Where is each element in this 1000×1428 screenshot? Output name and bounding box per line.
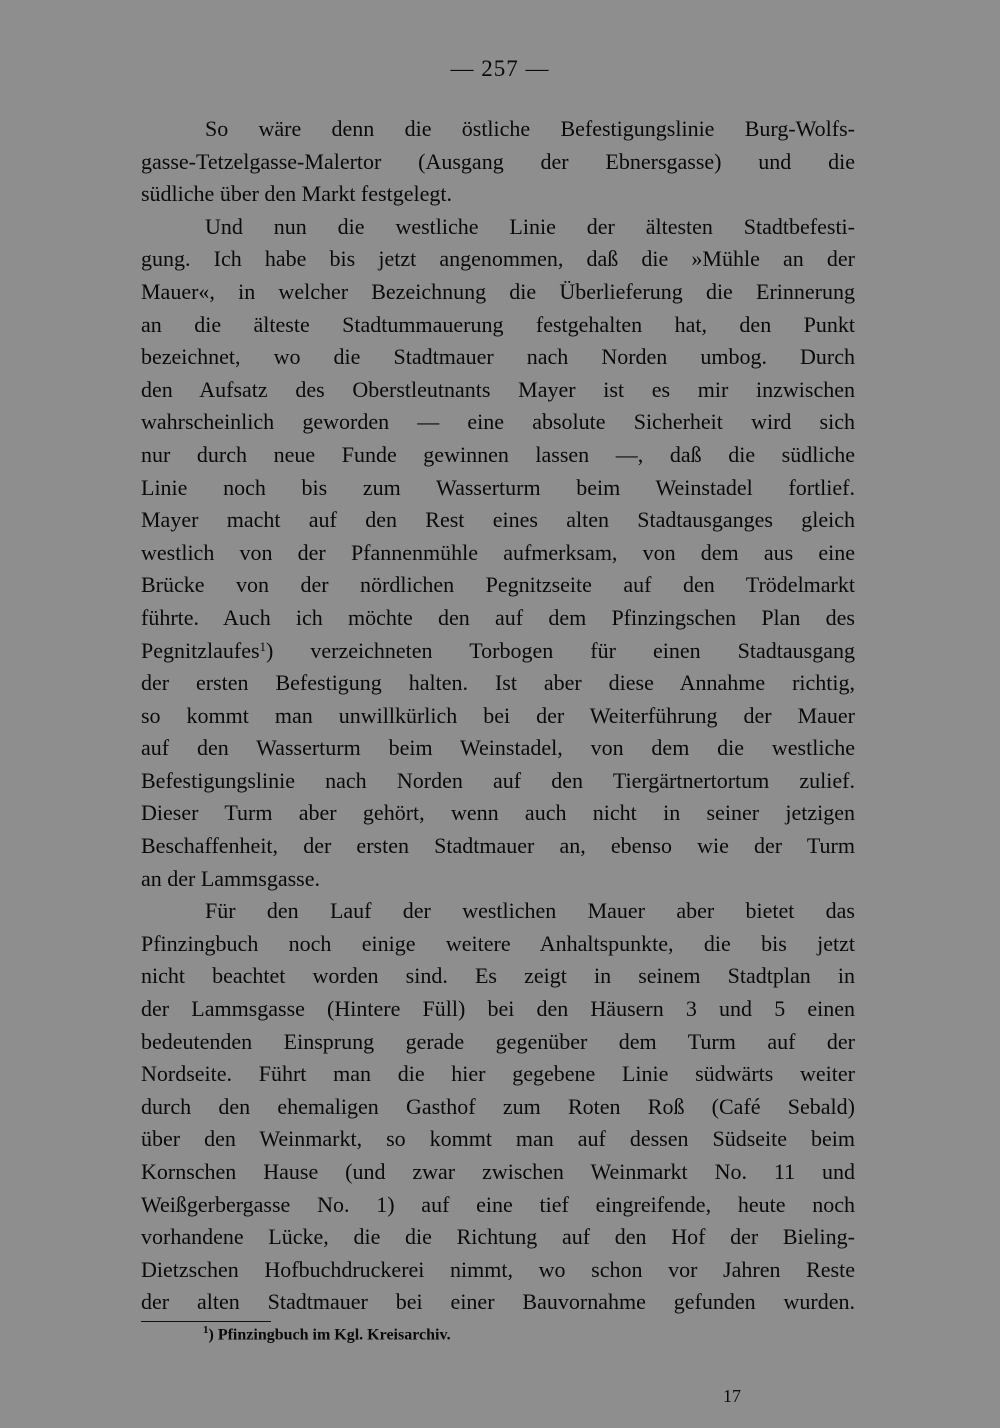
footnote [203, 1324, 451, 1344]
text-line: südliche über den Markt festgelegt. [141, 181, 452, 207]
text-line: gung. Ich habe bis jetzt angenommen, daß die »Mühle an der [141, 246, 855, 272]
text-line: bezeichnet, wo die Stadtmauer nach Norden umbog. Durch [141, 344, 855, 370]
text-line: nicht beachtet worden sind. Es zeigt in seinem Stadtplan in [141, 963, 855, 989]
text-line: Mayer macht auf den Rest eines alten Stadtausganges gleich [141, 507, 855, 533]
text-line: durch den ehemaligen Gasthof zum Roten Roß (Café Sebald) [141, 1093, 855, 1119]
text-line: bedeutenden Einsprung gerade gegenüber dem Turm auf der [141, 1028, 855, 1054]
text-line: nur durch neue Funde gewinnen lassen —, daß die südliche [141, 441, 855, 467]
footnote-text: ) Pfinzingbuch im Kgl. Kreisarchiv. [208, 1326, 451, 1344]
text-line: Beschaffenheit, der ersten Stadtmauer an, ebenso wie der Turm [141, 833, 855, 859]
body-text [141, 113, 855, 1319]
text-line: Kornschen Hause (und zwar zwischen Weinmarkt No. 11 und [141, 1159, 855, 1184]
text-line: So wäre denn die östliche Befestigungslinie Burg-Wolfs- [205, 116, 855, 141]
text-line: der ersten Befestigung halten. Ist aber diese Annahme richtig, [141, 670, 855, 696]
text-line: Dietzschen Hofbuchdruckerei nimmt, wo schon vor Jahren Reste [141, 1256, 855, 1282]
page-number: — 257 — [450, 56, 550, 81]
text-line: gasse-Tetzelgasse-Malertor (Ausgang der Ebnersgasse) und die [141, 148, 855, 174]
text-line: an die älteste Stadtummauerung festgehalten hat, den Punkt [141, 311, 855, 337]
footnote-divider [141, 1321, 271, 1322]
text-line: der Lammsgasse (Hintere Füll) bei den Häusern 3 und 5 einen [141, 996, 855, 1022]
text-line-part: ) verzeichneten Torbogen für einen Stadtausgang [266, 637, 855, 663]
text-line: so kommt man unwillkürlich bei der Weiterführung der Mauer [141, 702, 855, 728]
text-line: Brücke von der nördlichen Pegnitzseite auf den Trödelmarkt [141, 572, 855, 598]
text-line: Mauer«, in welcher Bezeichnung die Überlieferung die Erinnerung [141, 278, 855, 304]
text-line: auf den Wasserturm beim Weinstadel, von dem die westliche [141, 735, 855, 761]
footnote-marker: 1 [203, 1324, 209, 1336]
text-line: über den Weinmarkt, so kommt man auf dessen Südseite beim [141, 1126, 855, 1152]
text-line: Linie noch bis zum Wasserturm beim Weinstadel fortlief. [141, 474, 855, 500]
text-line: Befestigungslinie nach Norden auf den Tiergärtnertortum zulief. [141, 767, 855, 793]
text-line: wahrscheinlich geworden — eine absolute Sicherheit wird sich [141, 409, 855, 435]
footnote-reference: 1 [259, 638, 267, 654]
text-line: Nordseite. Führt man die hier gegebene Linie südwärts weiter [141, 1061, 855, 1087]
text-line: Und nun die westliche Linie der ältesten Stadtbefesti- [205, 213, 855, 239]
text-line-part: Pegnitzlaufes [141, 637, 260, 663]
text-line: vorhandene Lücke, die die Richtung auf den Hof der Bieling- [141, 1224, 855, 1250]
text-line: Dieser Turm aber gehört, wenn auch nicht in seiner jetzigen [141, 800, 855, 826]
text-line: den Aufsatz des Oberstleutnants Mayer ist es mir inzwischen [141, 376, 855, 402]
text-line: westlich von der Pfannenmühle aufmerksam, von dem aus eine [141, 539, 855, 565]
text-line: Weißgerbergasse No. 1) auf eine tief eingreifende, heute noch [141, 1191, 855, 1217]
text-line: an der Lammsgasse. [141, 865, 320, 891]
text-line: führte. Auch ich möchte den auf dem Pfinzingschen Plan des [141, 604, 855, 630]
text-line: Pfinzingbuch noch einige weitere Anhaltspunkte, die bis jetzt [141, 930, 855, 956]
text-line: Für den Lauf der westlichen Mauer aber bietet das [205, 898, 855, 924]
text-line: der alten Stadtmauer bei einer Bauvornahme gefunden wurden. [141, 1289, 855, 1315]
sheet-signature: 17 [723, 1386, 741, 1406]
text-line [141, 635, 855, 668]
